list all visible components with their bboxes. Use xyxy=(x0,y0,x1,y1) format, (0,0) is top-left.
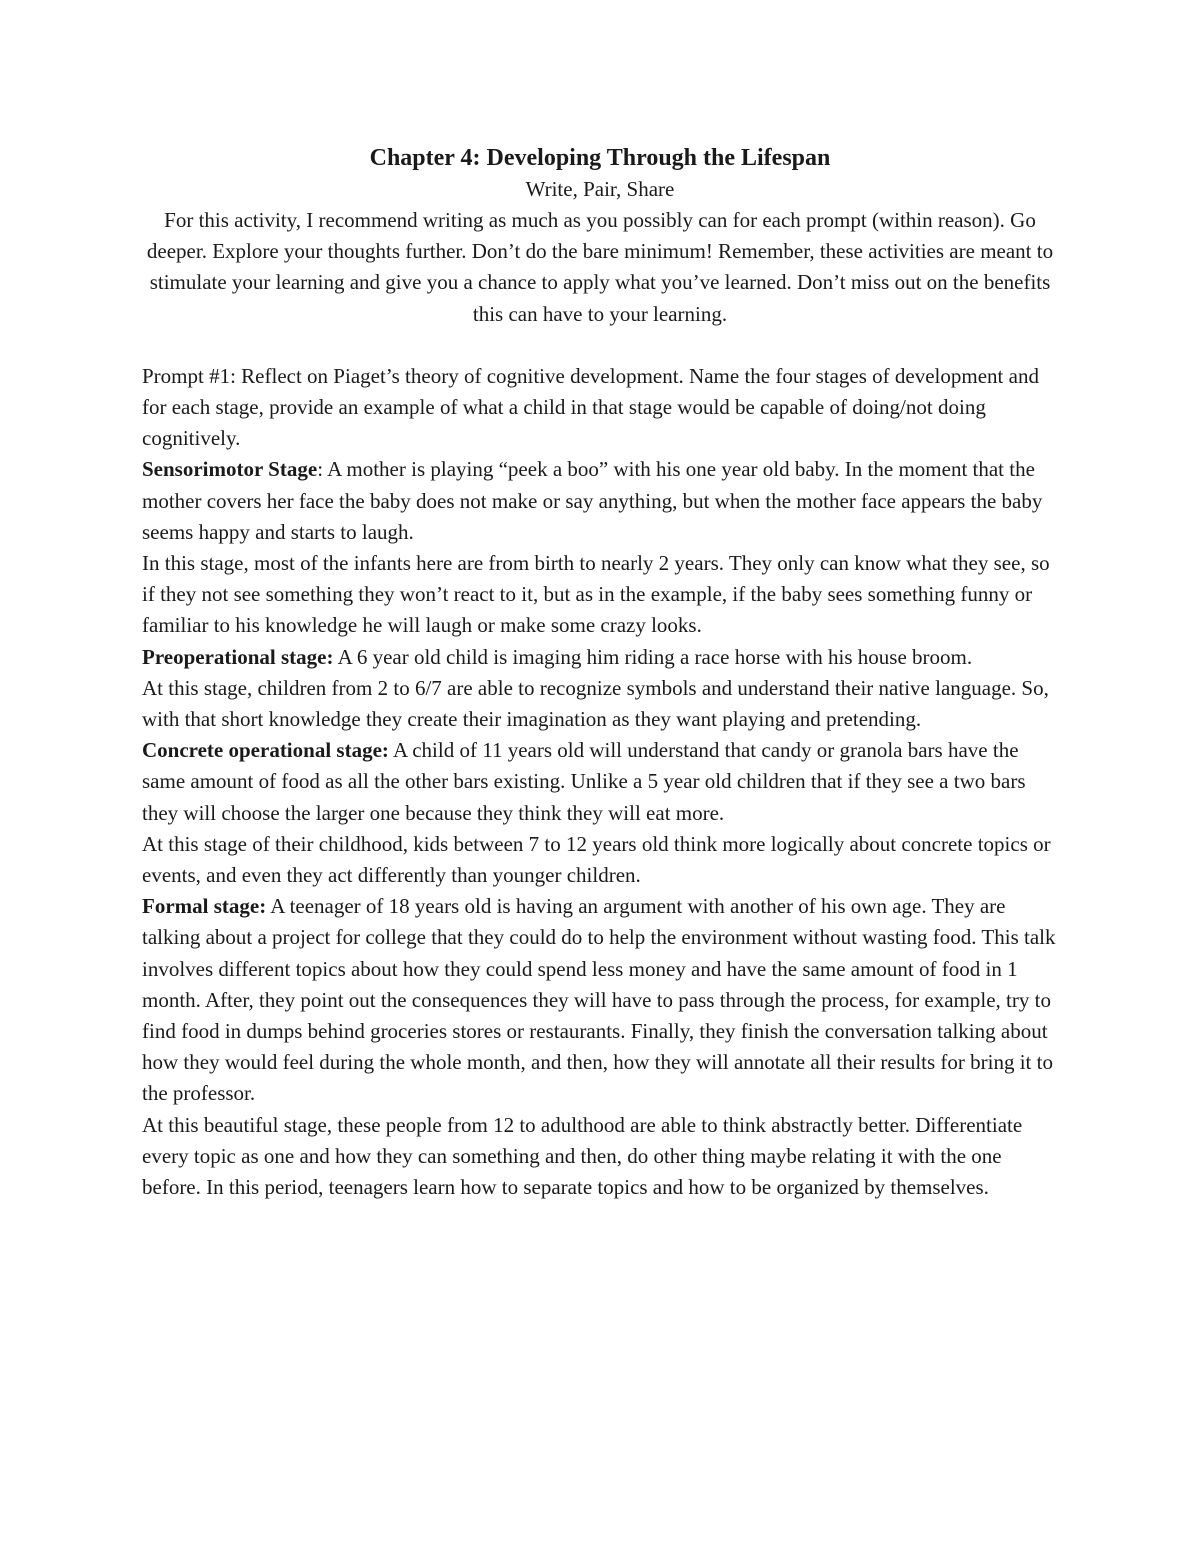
paragraph-spacer xyxy=(142,330,1058,361)
document-title: Chapter 4: Developing Through the Lifespan xyxy=(369,145,831,171)
stage-label: Preoperational stage: xyxy=(142,644,334,669)
stage-explanation-formal: At this beautiful stage, these people from 12 to adulthood are able to think abstractly better. Differentiate every topic as one and how they can something and then, do other thing maybe relating it with the one before. In this period, teenagers learn how to separate topics and how to be organized by themselves. xyxy=(142,1112,1023,1200)
stage-example-sensorimotor xyxy=(142,454,1058,548)
stage-explanation-preoperational: At this stage, children from 2 to 6/7 are able to recognize symbols and understand their native language. So, with that short knowledge they create their imagination as they want playing and pretending. xyxy=(142,675,1049,732)
stage-example-text: A mother is playing “peek a boo” with his one year old baby. In the moment that the mother covers her face the baby does not make or say anything, but when the mother face appears the baby seems happy and starts to laugh. xyxy=(142,457,1043,544)
stage-example-concrete-operational xyxy=(142,735,1058,829)
stage-example-preoperational xyxy=(142,642,1058,673)
stage-label: Sensorimotor Stage xyxy=(142,457,318,482)
stage-explanation-concrete-operational: At this stage of their childhood, kids between 7 to 12 years old think more logically about concrete topics or events, and even they act differently than younger children. xyxy=(142,831,1051,888)
stage-example-text: A child of 11 years old will understand that candy or granola bars have the same amount of food as all the other bars existing. Unlike a 5 year old children that if they see a two bars they will choose the larger one because they think they will eat more. xyxy=(142,738,1026,825)
stage-example-text: A 6 year old child is imaging him riding a race horse with his house broom. xyxy=(333,644,973,669)
stage-label: Formal stage: xyxy=(142,894,267,919)
stage-label: Concrete operational stage: xyxy=(142,738,389,763)
prompt-text: Prompt #1: Reflect on Piaget’s theory of cognitive development. Name the four stages of development and for each stage, provide an example of what a child in that stage would be capable of doing/not doing cognitively. xyxy=(142,363,1039,451)
stage-explanation-sensorimotor: In this stage, most of the infants here are from birth to nearly 2 years. They only can know what they see, so if they not see something they won’t react to it, but as in the example, if the baby sees something funny or familiar to his knowledge he will laugh or make some crazy looks. xyxy=(142,551,1050,638)
stage-example-text: A teenager of 18 years old is having an argument with another of his own age. They are talking about a project for college that they could do to help the environment without wasting food. This talk involves different topics about how they could spend less money and have the same amount of food in 1 month. After, they point out the consequences they will have to pass through the process, for example, try to find food in dumps behind groceries stores or restaurants. Finally, they finish the conversation talking about how they would feel during the whole month, and then, how they will annotate all their results for bring it to the professor. xyxy=(142,894,1056,1106)
document-subtitle: Write, Pair, Share xyxy=(525,177,675,201)
activity-instructions: For this activity, I recommend writing as much as you possibly can for each prompt (within reason). Go deeper. Explore your thoughts further. Don’t do the bare minimum! Remember, these activities are meant to stimulate your learning and give you a chance to apply what you’ve learned. Don’t miss out on the benefits this can have to your learning. xyxy=(146,208,1054,326)
document-page xyxy=(142,142,1058,1203)
stage-example-formal xyxy=(142,891,1058,1109)
stage-label-separator: : xyxy=(317,457,324,482)
